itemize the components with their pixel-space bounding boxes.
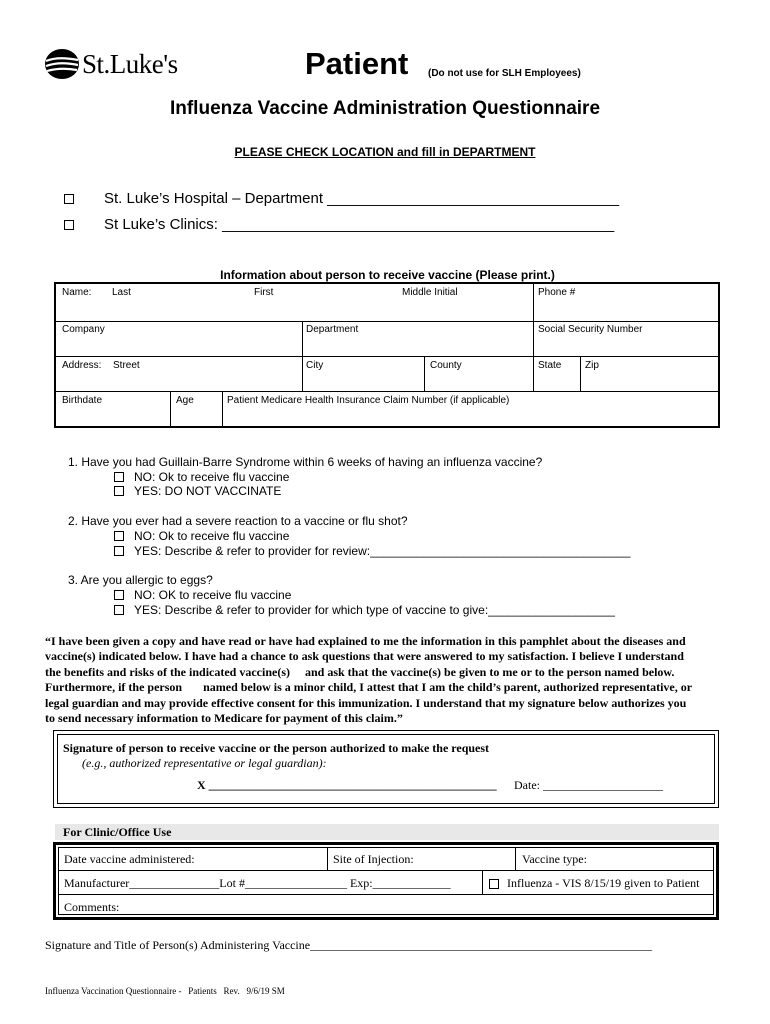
- name-label: Name:: [62, 287, 92, 298]
- hospital-checkbox[interactable]: [64, 194, 74, 204]
- consent-line: “I have been given a copy and have read or have had explained to me the information in this pamphlet about the diseases and: [45, 634, 686, 648]
- location-instruction: PLEASE CHECK LOCATION and fill in DEPARTMENT: [234, 145, 536, 159]
- location-clinics-row: [64, 216, 614, 233]
- consent-line: legal guardian and may provide effective consent for this immunization. I understand that my signature below authorizes you: [45, 695, 687, 710]
- phone-field[interactable]: Phone #: [538, 287, 576, 298]
- clinics-label: St Luke’s Clinics: _______________________________________________: [104, 216, 615, 233]
- zip-field[interactable]: Zip: [585, 360, 599, 371]
- q1-no-label: NO: Ok to receive flu vaccine: [134, 470, 290, 484]
- vaccine-type-field[interactable]: Vaccine type:: [522, 852, 587, 866]
- last-name-field[interactable]: Last: [112, 287, 131, 298]
- consent-line: Furthermore, if the person named below is a minor child, I attest that I am the child’s parent, authorized representative, or: [45, 680, 693, 695]
- signature-example: (e.g., authorized representative or legal guardian):: [82, 756, 327, 770]
- question-3: 3. Are you allergic to eggs?: [68, 573, 213, 587]
- q2-no-checkbox[interactable]: [114, 531, 124, 541]
- q2-yes-label: YES: Describe & refer to provider for review:_______________________________________: [134, 544, 631, 558]
- address-label: Address:: [62, 360, 102, 371]
- q2-no-option[interactable]: [114, 529, 289, 543]
- q1-no-option[interactable]: [114, 470, 289, 484]
- q3-no-option[interactable]: [114, 588, 291, 602]
- state-field[interactable]: State: [538, 360, 562, 371]
- question-1: 1. Have you had Guillain-Barre Syndrome within 6 weeks of having an influenza vaccine?: [68, 455, 543, 469]
- vis-label: Influenza - VIS 8/15/19 given to Patient: [507, 876, 700, 890]
- office-use-heading: For Clinic/Office Use: [63, 825, 172, 839]
- vis-given-option[interactable]: [489, 876, 699, 891]
- question-2: 2. Have you ever had a severe reaction to a vaccine or flu shot?: [68, 514, 408, 528]
- consent-statement: [45, 634, 735, 726]
- office-use-header: [55, 824, 719, 840]
- q2-yes-checkbox[interactable]: [114, 546, 124, 556]
- consent-line: vaccine(s) indicated below. I have had a chance to ask questions that were answered to my satisfaction. I believe I understand: [45, 649, 684, 664]
- department-field[interactable]: Department: [306, 324, 359, 335]
- company-field[interactable]: Company: [62, 324, 105, 335]
- date-administered-field[interactable]: Date vaccine administered:: [64, 852, 195, 866]
- page-footer: Influenza Vaccination Questionnaire - Patients Rev. 9/6/19 SM: [45, 986, 285, 996]
- q3-no-label: NO: OK to receive flu vaccine: [134, 588, 292, 602]
- q2-no-label: NO: Ok to receive flu vaccine: [134, 529, 290, 543]
- q3-yes-checkbox[interactable]: [114, 605, 124, 615]
- manufacturer-lot-exp-field[interactable]: Manufacturer_______________Lot #_________________ Exp:_____________: [64, 876, 451, 890]
- county-field[interactable]: County: [430, 360, 462, 371]
- q3-yes-label: YES: Describe & refer to provider for which type of vaccine to give:___________________: [134, 603, 615, 617]
- logo-text: St.Luke's: [82, 49, 178, 79]
- q2-yes-option[interactable]: [114, 544, 630, 558]
- location-hospital-row: [64, 190, 619, 207]
- vis-checkbox[interactable]: [489, 879, 499, 889]
- q1-yes-checkbox[interactable]: [114, 486, 124, 496]
- city-field[interactable]: City: [306, 360, 324, 371]
- q3-yes-option[interactable]: [114, 603, 615, 617]
- info-heading: Information about person to receive vaccine (Please print.): [220, 268, 555, 282]
- signature-date-field[interactable]: Date: ____________________: [514, 778, 663, 792]
- q3-no-checkbox[interactable]: [114, 590, 124, 600]
- age-field[interactable]: Age: [176, 395, 194, 406]
- signature-line[interactable]: X ________________________________________________: [197, 778, 497, 792]
- clinics-checkbox[interactable]: [64, 220, 74, 230]
- medicare-claim-field[interactable]: Patient Medicare Health Insurance Claim Number (if applicable): [227, 395, 510, 406]
- st-lukes-logo-icon: [44, 48, 80, 80]
- signature-heading: Signature of person to receive vaccine or the person authorized to make the request: [63, 741, 490, 755]
- consent-line: to send necessary information to Medicare for payment of this claim.”: [45, 711, 403, 726]
- middle-initial-field[interactable]: Middle Initial: [402, 287, 458, 298]
- administering-signature-line[interactable]: Signature and Title of Person(s) Administering Vaccine_________________________________________________________: [45, 938, 653, 952]
- comments-field[interactable]: Comments:: [64, 900, 120, 914]
- first-name-field[interactable]: First: [254, 287, 274, 298]
- title-note: (Do not use for SLH Employees): [428, 68, 581, 79]
- street-field[interactable]: Street: [113, 360, 140, 371]
- q1-no-checkbox[interactable]: [114, 472, 124, 482]
- q1-yes-option[interactable]: [114, 484, 281, 498]
- signature-box: [53, 730, 719, 808]
- ssn-field[interactable]: Social Security Number: [538, 324, 643, 335]
- patient-info-table: [54, 282, 720, 428]
- q1-yes-label: YES: DO NOT VACCINATE: [134, 484, 282, 498]
- injection-site-field[interactable]: Site of Injection:: [333, 852, 414, 866]
- page-title: Patient: [305, 46, 409, 81]
- form-subtitle: Influenza Vaccine Administration Questionnaire: [169, 98, 601, 119]
- birthdate-field[interactable]: Birthdate: [62, 395, 103, 406]
- hospital-department-label: St. Luke’s Hospital – Department ___________________________________: [104, 190, 620, 207]
- office-use-table: [53, 842, 719, 920]
- consent-line: the benefits and risks of the indicated vaccine(s) and ask that the vaccine(s) be given to me or to the person named below.: [45, 664, 675, 679]
